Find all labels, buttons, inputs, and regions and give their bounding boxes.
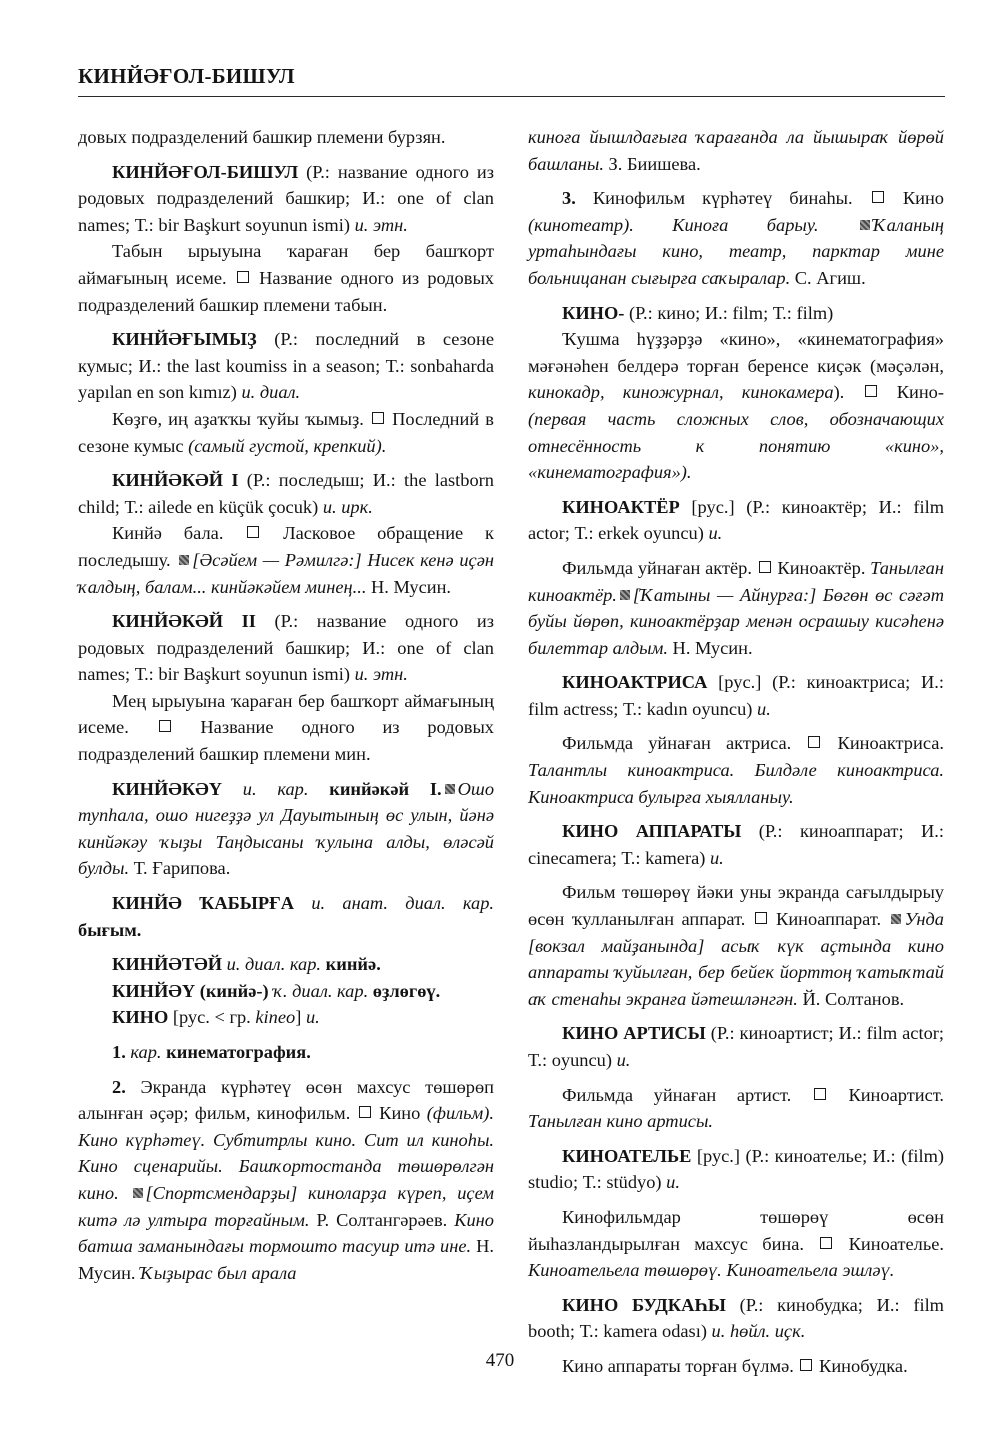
- translation-marker-icon: [814, 1088, 826, 1100]
- right-column: [528, 124, 944, 1380]
- headword: КИНО БУДКАҺЫ: [562, 1294, 726, 1315]
- headword: КИНЙӘКӘҮ: [112, 778, 223, 799]
- headword: КИНОАКТРИСА: [562, 672, 708, 693]
- entry-kino-artisy-sense: Фильмда уйнаған артист. Киноартист. Танылған кино артисы.: [528, 1084, 944, 1132]
- translation-marker-icon: [372, 412, 384, 424]
- headword: КИНО АРТИСЫ: [562, 1023, 706, 1044]
- left-column: [78, 124, 494, 1286]
- headword: КИНЙӘКӘЙ II: [112, 611, 256, 632]
- entry-kino-sense-1: 1. кар. кинематография.: [112, 1042, 311, 1062]
- quotation-marker-icon: [860, 220, 870, 230]
- headword: КИНЙӘКӘЙ I: [112, 470, 239, 491]
- headword: КИНО АППАРАТЫ: [562, 821, 742, 842]
- entry-kino-budkahy-sense: Кино аппараты торған бүлмә. Кинобудка.: [562, 1355, 908, 1376]
- entry-kino-prefix: КИНО- (Р.: кино; И.: film; Т.: film): [562, 302, 834, 323]
- entry-kinyau: КИНЙӘҮ (кинйә-) ҡ. диал. кар. өҙлөгөү.: [112, 980, 441, 1001]
- translation-marker-icon: [865, 385, 877, 397]
- translation-marker-icon: [820, 1237, 832, 1249]
- quotation-marker-icon: [891, 914, 901, 924]
- entry-kino-sense-2: 2. Экранда күрһәтеү өсөн махсус төшөрөп алынған әҫәр; фильм, кинофильм. Кино (фильм). Кино күрһәтеү. Субтитрлы кино. Сит ил киноһы. Кино сценарийы. Башҡортостанда төшөрөлгән кино. [Спортсмендарҙы] киноларҙа күреп, иҫем китә лә ултыра торғайным. Р. Солтангәрәев. Кино батша заманындағы тормошто тасуир итә ине. Н. Мусин. Ҡыҙырас был арала: [78, 1076, 495, 1283]
- entry-kinya-qabyrga: КИНЙӘ ҠАБЫРҒА и. анат. диал. кар. бығым.: [78, 893, 494, 940]
- entry-kino-sense-3: 3. Кинофильм күрһәтеү бинаһы. Кино (кинотеатр). Киноға барыу. Ҡаланың уртаһындағы кино, театр, парктар мине больницанан сығырға саҡыралар. С. Агиш.: [528, 188, 944, 288]
- headword: КИНЙӘТӘЙ: [112, 954, 222, 975]
- quotation-marker-icon: [179, 555, 189, 565]
- entry-kinyagol-bishul: КИНЙӘҒОЛ-БИШУЛ (Р.: название одного из родовых подразделений башкир; И.: one of clan names; Т.: bir Başkurt soyunun ismi) и. этн.: [78, 161, 494, 235]
- entry-kinyagymyz: КИНЙӘҒЫМЫҘ (Р.: последний в сезоне кумыс; И.: the last koumiss in a season; Т.: sonbaharda yapılan en son kımız) и. диал.: [78, 329, 494, 403]
- entry-kinyakay-1: КИНЙӘКӘЙ I (Р.: последыш; И.: the lastborn child; Т.: ailede en küçük çocuk) и. ирк.: [78, 470, 494, 517]
- continued-entry: довых подразделений башкир племени бурзян.: [78, 127, 446, 147]
- entry-kinyagymyz-sense: Көҙгө, иң аҙаҡҡы ҡуйы ҡымыҙ. Последний в сезоне кумыс (самый густой, крепкий).: [78, 408, 494, 456]
- entry-kinoakter: КИНОАКТЁР [рус.] (Р.: киноактёр; И.: film actor; Т.: erkek oyuncu) и.: [528, 496, 944, 544]
- entry-kinyakay-1-sense: Кинйә бала. Ласковое обращение к последышу. [Әсәйем — Рәмилгә:] Нисек кенә иҫән ҡалдың, балам... кинйәкәйем минең... Н. Мусин.: [78, 523, 494, 597]
- entry-kinyatay: КИНЙӘТӘЙ и. диал. кар. кинйә.: [112, 954, 381, 975]
- entry-kinyakay-2-sense: Мең ырыуына ҡараған бер башҡорт аймағының исеме. Название одного из родовых подразделений башкир племени мин.: [78, 690, 494, 765]
- translation-marker-icon: [759, 561, 771, 573]
- quotation-marker-icon: [133, 1188, 143, 1198]
- quotation-marker-icon: [445, 784, 455, 794]
- entry-kinoatelye-sense: Кинофильмдар төшөрөү өсөн йыһазландырылған махсус бина. Киноателье. Киноательела төшөрөү. Киноательела эшләү.: [528, 1206, 944, 1281]
- entry-kino-artisy: КИНО АРТИСЫ (Р.: киноартист; И.: film actor; Т.: oyuncu) и.: [528, 1023, 944, 1070]
- headword: КИНЙӘҮ (кинйә-): [112, 980, 269, 1001]
- headword: КИНО-: [562, 302, 625, 323]
- entry-kino-apparaty-sense: Фильм төшөрөү йәки уны экранда сағылдырыу өсөн ҡулланылған аппарат. Киноаппарат. Унда [вокзал майҙанында] асыҡ күк аҫтында кино аппараты ҡуйылған, бер бейек йорттоң ҡатыҡтай аҡ стенаһы экранға йәтешләнгән. Й. Солтанов.: [528, 882, 944, 1009]
- translation-marker-icon: [755, 912, 767, 924]
- running-head: КИНЙӘҒОЛ-БИШУЛ: [78, 64, 295, 88]
- entry-kino: КИНО [рус. < гр. kineo] и.: [112, 1007, 320, 1028]
- headword: КИНОАКТЁР: [562, 496, 680, 517]
- continued-quote: киноға йышлдағыға ҡарағанда ла йышыраҡ йөрөй башланы. З. Биишева.: [528, 127, 944, 174]
- page-number: 470: [485, 1350, 515, 1371]
- headword: КИНЙӘҒЫМЫҘ: [112, 329, 257, 350]
- entry-kinoatelye: КИНОАТЕЛЬЕ [рус.] (Р.: киноателье; И.: (film) studio; Т.: stüdyo) и.: [528, 1145, 944, 1193]
- quotation-marker-icon: [620, 590, 630, 600]
- header-rule: [78, 96, 945, 97]
- entry-kino-budkahy: КИНО БУДКАҺЫ (Р.: кинобудка; И.: film booth; Т.: kamera odası) и. һөйл. иҫк.: [528, 1294, 944, 1342]
- entry-kinoaktrisa-sense: Фильмда уйнаған актриса. Киноактриса. Талантлы киноактриса. Билдәле киноактриса. Киноактриса булырға хыялланыу.: [528, 733, 944, 807]
- entry-kinoaktrisa: КИНОАКТРИСА [рус.] (Р.: киноактриса; И.: film actress; Т.: kadın oyuncu) и.: [528, 672, 944, 719]
- entry-kinoakter-sense: Фильмда уйнаған актёр. Киноактёр. Танылған киноактёр. [Ҡатыны — Айнурға:] Бөгөн өс сәғәт буйы йөрөп, киноактёрҙар менән осрашыу кисәһенә билеттар алдым. Н. Мусин.: [528, 557, 944, 658]
- headword: КИНОАТЕЛЬЕ: [562, 1145, 692, 1166]
- translation-marker-icon: [237, 271, 249, 283]
- translation-marker-icon: [808, 736, 820, 748]
- entry-kino-apparaty: КИНО АППАРАТЫ (Р.: киноаппарат; И.: cinecamera; Т.: kamera) и.: [528, 821, 944, 868]
- headword: КИНО: [112, 1007, 169, 1028]
- translation-marker-icon: [159, 720, 171, 732]
- entry-kinyakay-2: КИНЙӘКӘЙ II (Р.: название одного из родовых подразделений башкир; И.: one of clan names; Т.: bir Başkurt soyunun ismi) и. этн.: [78, 611, 494, 685]
- entry-kinyagol-bishul-sense: Табын ырыуына ҡараған бер башҡорт аймағының исеме. Название одного из родовых подразделений башкир племени табын.: [78, 241, 494, 315]
- translation-marker-icon: [359, 1106, 371, 1118]
- translation-marker-icon: [872, 191, 884, 203]
- entry-kinyakau: КИНЙӘКӘҮ и. кар. кинйәкәй I. Ошо тупһала, ошо нигеҙҙә ул Дауытының өс улын, йәнә кинйәкәу ҡыҙы Таңдысаны ҡулына алды, өләсәй булды. Т. Ғарипова.: [78, 778, 495, 879]
- translation-marker-icon: [247, 526, 259, 538]
- entry-kino-prefix-sense: Ҡушма һүҙҙәрҙә «кино», «кинематография» мәғәнәһен белдерә торған беренсе киҫәк (мәҫәлән, кинокадр, киножурнал, кинокамера). Кино- (первая часть сложных слов, обозначающих отнесённость к понятию «кино», «кинематография»).: [528, 329, 945, 483]
- headword: КИНЙӘ ҠАБЫРҒА: [112, 893, 295, 914]
- headword: КИНЙӘҒОЛ-БИШУЛ: [112, 161, 299, 182]
